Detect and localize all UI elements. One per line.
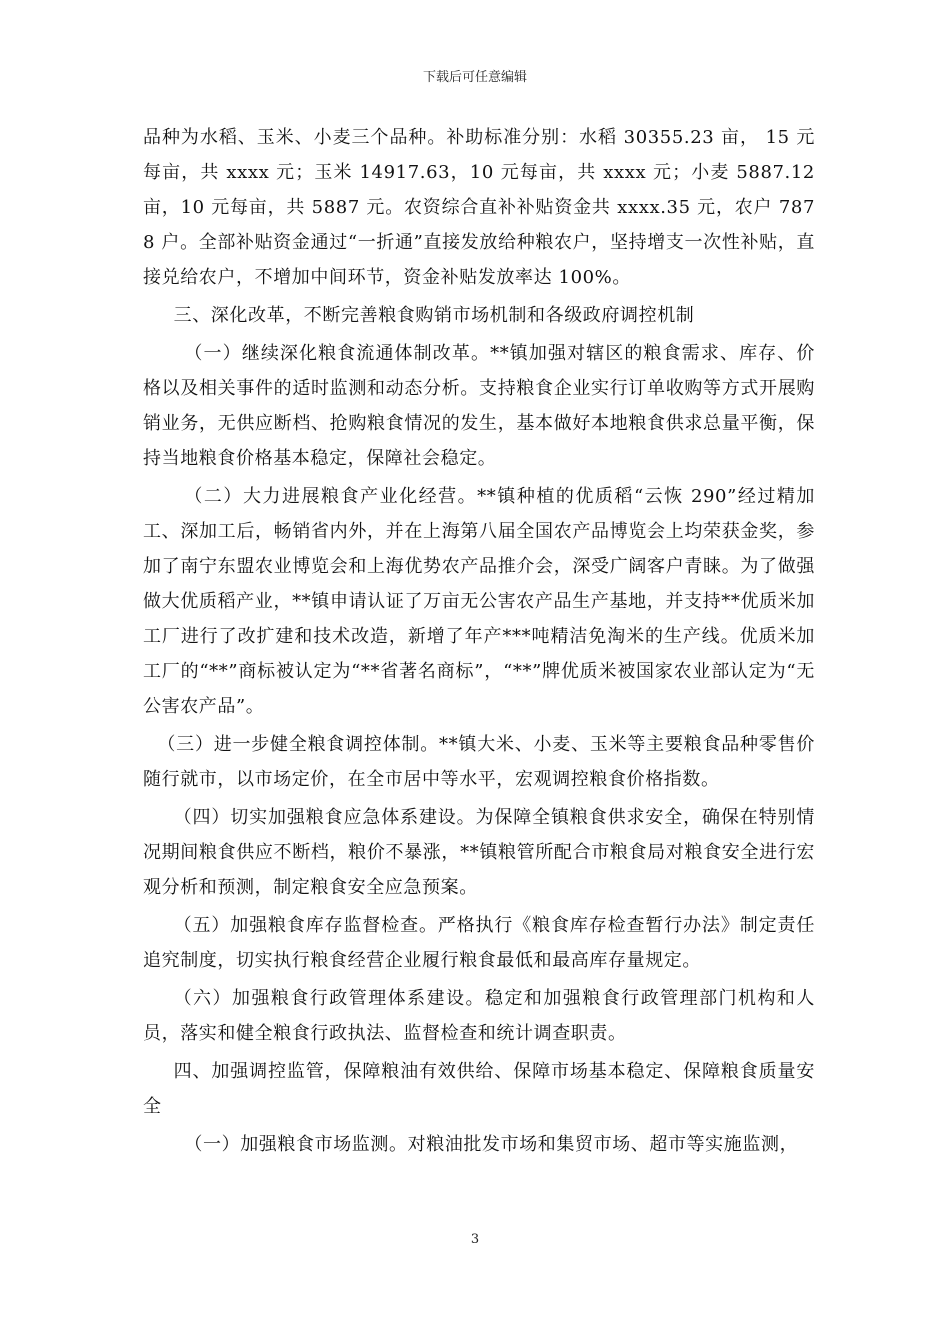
paragraph: （四）切实加强粮食应急体系建设。为保障全镇粮食供求安全，确保在特别情况期间粮食供应不断档，粮价不暴涨，**镇粮管所配合市粮食局对粮食安全进行宏观分析和预测，制定粮食安全应急预案。 [143,807,815,898]
paragraph: （一）加强粮食市场监测。对粮油批发市场和集贸市场、超市等实施监测， [184,1134,799,1155]
section-heading: 四、加强调控监管，保障粮油有效供给、保障市场基本稳定、保障粮食质量安全 [143,1061,815,1117]
paragraph: （一）继续深化粮食流通体制改革。**镇加强对辖区的粮食需求、库存、价格以及相关事件的适时监测和动态分析。支持粮食企业实行订单收购等方式开展购销业务，无供应断档、抢购粮食情况的发生，基本做好本地粮食供求总量平衡，保持当地粮食价格基本稳定，保障社会稳定。 [143,343,815,469]
paragraph: （二）大力进展粮食产业化经营。**镇种植的优质稻“云恢 290”经过精加工、深加工后，畅销省内外，并在上海第八届全国农产品博览会上均荣获金奖，参加了南宁东盟农业博览会和上海优势农产品推介会，深受广阔客户青睐。为了做强做大优质稻产业，**镇申请认证了万亩无公害农产品生产基地，并支持**优质米加工厂进行了改扩建和技术改造，新增了年产***吨精洁免淘米的生产线。优质米加工厂的“**”商标被认定为“**省著名商标”，“**”牌优质米被国家农业部认定为“无公害农产品”。 [143,486,815,717]
page-header: 下载后可任意编辑 [422,70,527,85]
paragraph: （六）加强粮食行政管理体系建设。稳定和加强粮食行政管理部门机构和人员，落实和健全粮食行政执法、监督检查和统计调查职责。 [143,988,815,1044]
document-body [143,120,815,1162]
page-number: 3 [470,1232,480,1247]
paragraph: 品种为水稻、玉米、小麦三个品种。补助标准分别：水稻 30355.23 亩， 15 元每亩，共 xxxx 元；玉米 14917.63，10 元每亩，共 xxxx 元；小麦 5887.12 亩，10 元每亩，共 5887 元。农资综合直补补贴资金共 xxxx.35 元，农户 7878 户。全部补贴资金通过“一折通”直接发放给种粮农户，坚持增支一次性补贴，直接兑给农户，不增加中间环节，资金补贴发放率达 100%。 [143,127,815,288]
paragraph: （三）进一步健全粮食调控体制。**镇大米、小麦、玉米等主要粮食品种零售价随行就市，以市场定价，在全市居中等水平，宏观调控粮食价格指数。 [143,734,815,790]
paragraph: （五）加强粮食库存监督检查。严格执行《粮食库存检查暂行办法》制定责任追究制度，切实执行粮食经营企业履行粮食最低和最高库存量规定。 [143,915,815,971]
section-heading: 三、深化改革，不断完善粮食购销市场机制和各级政府调控机制 [173,305,695,326]
